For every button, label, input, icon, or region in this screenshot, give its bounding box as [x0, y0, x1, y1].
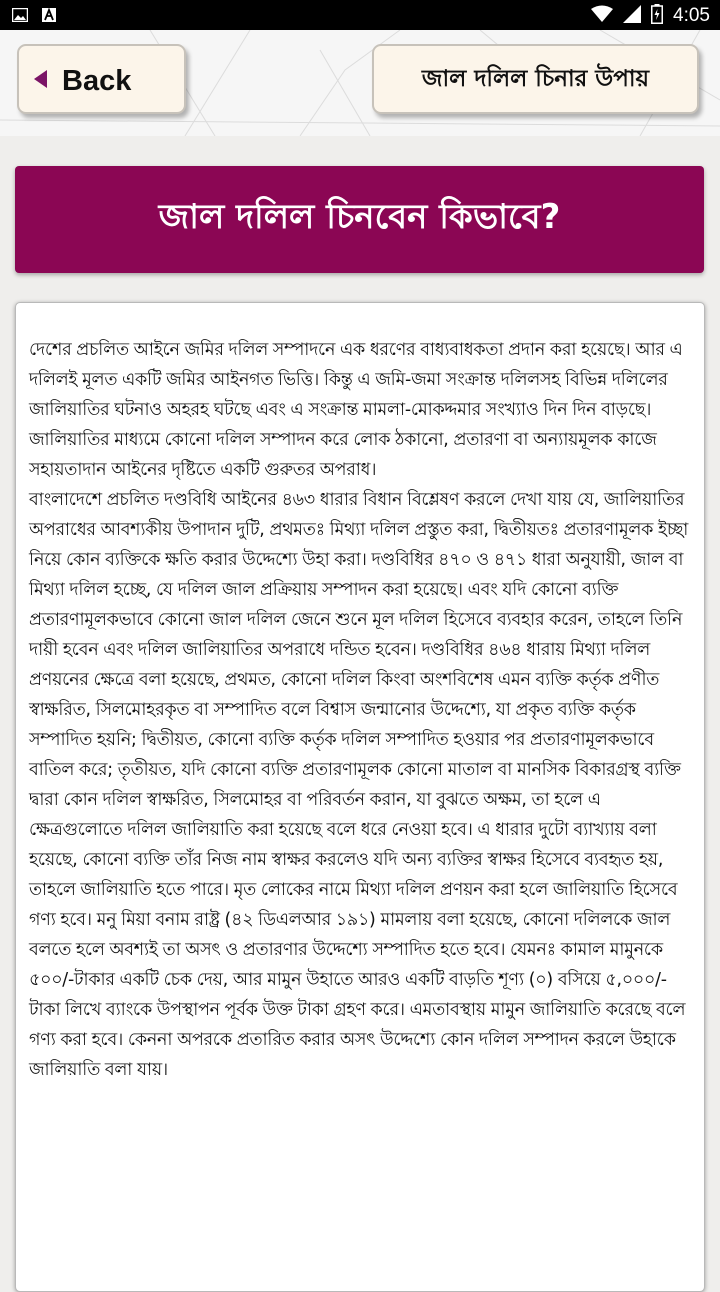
article-paragraph: দেশের প্রচলিত আইনে জমির দলিল সম্পাদনে এক ধরণের বাধ্যবাধকতা প্রদান করা হয়েছে। আর এ দলিলই মূলত একটি জমির আইনগত ভিত্তি। কিন্তু এ জমি-জমা সংক্রান্ত দলিলসহ বিভিন্ন দলিলের জালিয়াতির ঘটনাও অহরহ ঘটছে এবং এ সংক্রান্ত মামলা-মোকদ্দমার সংখ্যাও দিন দিন বাড়ছে। জালিয়াতির মাধ্যমে কোনো দলিল সম্পাদন করে লোক ঠকানো, প্রতারণা বা অন্যায়মূলক কাজে সহায়তাদান আইনের দৃষ্টিতে একটি গুরুতর অপরাধ। [29, 340, 683, 480]
font-icon [42, 7, 58, 21]
image-icon [12, 7, 28, 21]
back-button-label: Back [62, 65, 132, 97]
article-paragraph: বাংলাদেশে প্রচলিত দণ্ডবিধি আইনের ৪৬৩ ধারার বিধান বিশ্লেষণ করলে দেখা যায় যে, জালিয়াতির অপরাধের আবশ্যকীয় উপাদান দুটি, প্রথমতঃ মিথ্যা দলিল প্রস্তুত করা, দ্বিতীয়তঃ প্রতারণামূলক ইচ্ছা নিয়ে কোন ব্যক্তিকে ক্ষতি করার উদ্দেশ্যে উহা করা। দণ্ডবিধির ৪৭০ ও ৪৭১ ধারা অনুযায়ী, জাল বা মিথ্যা দলিল হচ্ছে, যে দলিল জাল প্রক্রিয়ায় সম্পাদন করা হয়েছে। এবং যদি কোনো ব্যক্তি প্রতারণামূলকভাবে কোনো জাল দলিল জেনে শুনে মূল দলিল হিসেবে ব্যবহার করেন, তাহলে তিনি দায়ী হবেন এবং দলিল জালিয়াতির অপরাধে দন্ডিত হবেন। দণ্ডবিধির ৪৬৪ ধারায় মিথ্যা দলিল প্রণয়নের ক্ষেত্রে বলা হয়েছে, প্রথমত, কোনো দলিল কিংবা অংশবিশেষ এমন ব্যক্তি কর্তৃক প্রণীত স্বাক্ষরিত, সিলমোহরকৃত বা সম্পাদিত বলে বিশ্বাস জন্মানোর উদ্দেশ্যে, যা প্রকৃত ব্যক্তি কর্তৃক সম্পাদিত হয়নি; দ্বিতীয়ত, কোনো ব্যক্তি কর্তৃক দলিল সম্পাদিত হওয়ার পর প্রতারণামূলকভাবে বাতিল করে; তৃতীয়ত, যদি কোনো ব্যক্তি প্রতারণামূলক কোনো মাতাল বা মানসিক বিকারগ্রস্থ ব্যক্তি দ্বারা কোন দলিল স্বাক্ষরিত, সিলমোহর বা পরিবর্তন করান, যা বুঝতে অক্ষম, তা হলে এ ক্ষেত্রগুলোতে দলিল জালিয়াতি করা হয়েছে বলে ধরে নেওয়া হবে। এ ধারার দুটো ব্যাখ্যায় বলা হয়েছে, কোনো ব্যক্তি তাঁর নিজ নাম স্বাক্ষর করলেও যদি অন্য ব্যক্তির স্বাক্ষর হিসেবে ব্যবহৃত হয়, তাহলে জালিয়াতি হতে পারে। মৃত লোকের নামে মিথ্যা দলিল প্রণয়ন করা হলে জালিয়াতি হিসেবে গণ্য হবে। মনু মিয়া বনাম রাষ্ট্র (৪২ ডিএলআর ১৯১) মামলায় বলা হয়েছে, কোনো দলিলকে জাল বলতে হলে অবশ্যই তা অসৎ ও প্রতারণার উদ্দেশ্যে সম্পাদিত হতে হবে। যেমনঃ কামাল মামুনকে ৫০০/-টাকার একটি চেক দেয়, আর মামুন উহাতে আরও একটি বাড়তি শূণ্য (০) বসিয়ে ৫,০০০/- টাকা লিখে ব্যাংকে উপস্থাপন পূর্বক উক্ত টাকা গ্রহণ করে। এমতাবস্থায় মামুন জালিয়াতি করেছে বলে গণ্য করা হবে। কেননা অপরকে প্রতারিত করার অসৎ উদ্দেশ্যে কোন দলিল সম্পাদন করলে উহাকে জালিয়াতি বলা যায়। [29, 490, 689, 1080]
article-body [16, 303, 704, 1085]
signal-icon [623, 5, 641, 27]
article-card[interactable] [15, 302, 705, 1292]
back-arrow-icon [34, 70, 48, 88]
back-button[interactable] [17, 44, 186, 114]
wifi-icon [591, 5, 613, 27]
article-heading: জাল দলিল চিনবেন কিভাবে? [158, 197, 561, 237]
status-bar [0, 0, 720, 30]
title-button-label: জাল দলিল চিনার উপায় [421, 65, 650, 92]
battery-icon [651, 4, 663, 28]
top-header [0, 30, 720, 136]
title-button[interactable] [372, 44, 699, 114]
status-time: 4:05 [673, 5, 710, 26]
article-banner [15, 166, 704, 273]
